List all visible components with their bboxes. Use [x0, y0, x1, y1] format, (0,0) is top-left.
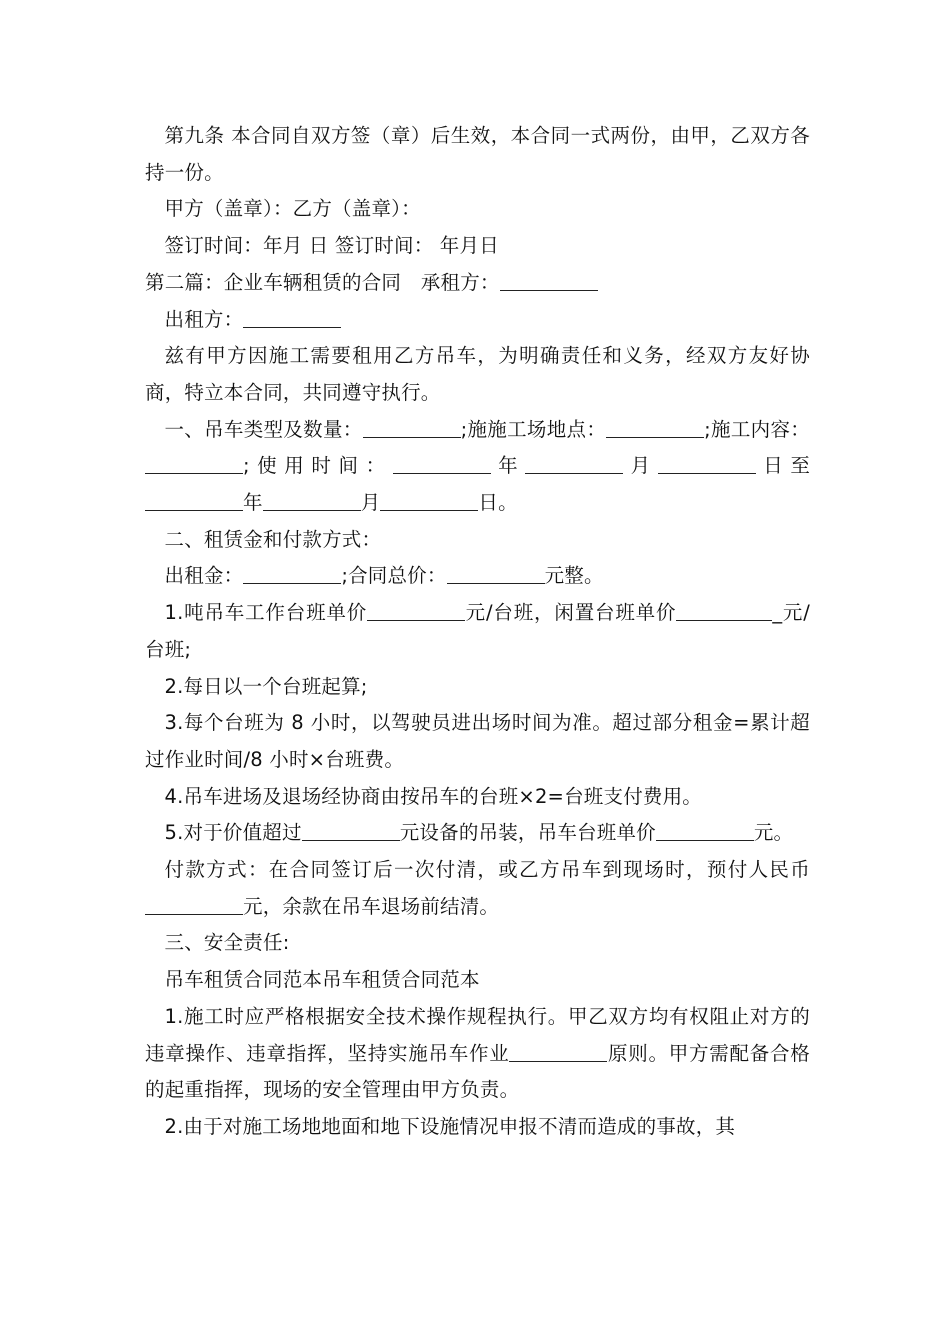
lessee-blank — [500, 289, 598, 291]
template-title-line: 吊车租赁合同范本吊车租赁合同范本 — [164, 968, 480, 992]
party-seal-line: 甲方（盖章）：乙方（盖章）： — [164, 197, 421, 221]
rent-amount-line: 出租金： ;合同总价： 元整。 — [164, 564, 604, 588]
rate-item-2: 2.每日以一个台班起算; — [164, 674, 368, 698]
safety-item-1: 1.施工时应严格根据安全技术操作规程执行。甲乙双方均有权阻止对方的违章操作、违章指挥，坚持实施吊车作业 原则。甲方需配备合格的起重指挥，现场的安全管理由甲方负责。 — [145, 1004, 810, 1102]
lessor-blank — [243, 326, 341, 328]
crane-type-clause: 一、吊车类型及数量： ;施施工场地点： ;施工内容：;使用时间： 年 月 日至年 月 日。 — [145, 412, 810, 522]
second-section-title: 第二篇：企业车辆租赁的合同 承租方： — [145, 265, 810, 302]
rent-heading: 二、租赁金和付款方式： — [164, 527, 382, 551]
rate-item-3: 3.每个台班为 8 小时，以驾驶员进出场时间为准。超过部分租金=累计超过作业时间/8 小时×台班费。 — [145, 711, 810, 771]
signing-date-line: 签订时间：年月 日 签订时间： 年月日 — [164, 234, 499, 258]
rate-item-4: 4.吊车进场及退场经协商由按吊车的台班×2=台班支付费用。 — [164, 784, 702, 808]
rate-item-1: 1.吨吊车工作台班单价 元/台班，闲置台班单价 _元/台班; — [145, 601, 810, 661]
payment-method: 付款方式：在合同签订后一次付清，或乙方吊车到现场时，预付人民币元，余款在吊车退场前结清。 — [145, 852, 810, 925]
lessor-line: 出租方： — [145, 302, 810, 339]
safety-item-2: 2.由于对施工场地地面和地下设施情况申报不清而造成的事故，其 — [164, 1114, 736, 1138]
safety-heading: 三、安全责任: — [164, 931, 290, 955]
rate-item-5: 5.对于价值超过 元设备的吊装，吊车台班单价 元。 — [164, 821, 794, 845]
preamble: 兹有甲方因施工需要租用乙方吊车，为明确责任和义务，经双方友好协商，特立本合同，共同遵守执行。 — [145, 344, 810, 404]
contract-document — [145, 118, 810, 1146]
article-nine: 第九条 本合同自双方签（章）后生效，本合同一式两份，由甲，乙双方各持一份。 — [145, 124, 810, 184]
